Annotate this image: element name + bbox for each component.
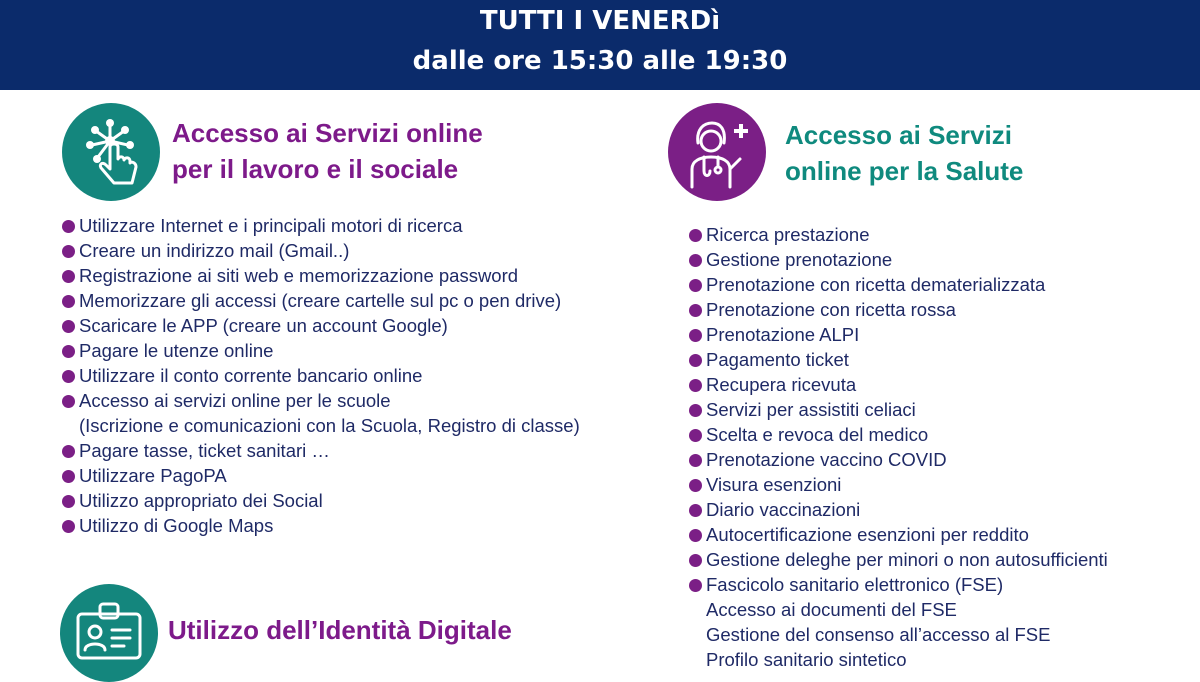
bullet-dot-icon [689, 354, 702, 367]
list-item [62, 238, 580, 263]
list-item-text: Pagare tasse, ticket sanitari … [79, 440, 330, 461]
bullet-dot-icon [689, 479, 702, 492]
list-item-text: Pagamento ticket [706, 349, 849, 370]
bullet-dot-icon [62, 395, 75, 408]
list-item [62, 288, 580, 313]
bullet-dot-icon [62, 370, 75, 383]
list-item [689, 597, 1108, 622]
list-item-text: Accesso ai documenti del FSE [706, 599, 957, 620]
list-item [689, 572, 1108, 597]
bullet-dot-icon [62, 245, 75, 258]
list-item [689, 272, 1108, 297]
list-item [689, 547, 1108, 572]
list-item [62, 513, 580, 538]
list-item-text: Utilizzare Internet e i principali motori di ricerca [79, 215, 463, 236]
doctor-icon [668, 103, 766, 201]
list-item [689, 322, 1108, 347]
list-item-text: Servizi per assistiti celiaci [706, 399, 916, 420]
list-item [689, 372, 1108, 397]
list-item-text: Pagare le utenze online [79, 340, 274, 361]
bullet-dot-icon [62, 445, 75, 458]
bullet-dot-icon [689, 329, 702, 342]
list-item [689, 222, 1108, 247]
section-title-work-social [172, 115, 483, 187]
bullet-dot-icon [689, 554, 702, 567]
header-day: TUTTI I VENERDì [479, 6, 721, 36]
section-title-line: online per la Salute [785, 156, 1024, 186]
list-item-text: Recupera ricevuta [706, 374, 857, 395]
list-item-text: Gestione prenotazione [706, 249, 893, 270]
bullet-dot-icon [689, 429, 702, 442]
list-item [62, 463, 580, 488]
list-item-text: Scelta e revoca del medico [706, 424, 929, 445]
list-item [62, 488, 580, 513]
section-title-health [785, 117, 1023, 189]
list-item [62, 388, 580, 413]
bullet-dot-icon [689, 229, 702, 242]
touch-network-icon [62, 103, 160, 201]
list-item-text: Accesso ai servizi online per le scuole [79, 390, 391, 411]
list-item-text: Scaricare le APP (creare un account Google) [79, 315, 448, 336]
list-item [689, 522, 1108, 547]
list-item-text: Prenotazione con ricetta dematerializzata [706, 274, 1046, 295]
bullet-dot-icon [62, 270, 75, 283]
list-item-text: Prenotazione ALPI [706, 324, 860, 345]
bullet-dot-icon [689, 579, 702, 592]
work-social-services-list [62, 213, 580, 538]
list-item [689, 297, 1108, 322]
list-item [689, 397, 1108, 422]
list-item-text: Utilizzare il conto corrente bancario online [79, 365, 423, 386]
list-item-text: Utilizzo appropriato dei Social [79, 490, 323, 511]
list-item-text: Profilo sanitario sintetico [706, 649, 907, 670]
bullet-dot-icon [689, 404, 702, 417]
health-services-list [689, 222, 1108, 672]
list-item-text: Prenotazione vaccino COVID [706, 449, 947, 470]
list-item [62, 338, 580, 363]
list-item-text: Ricerca prestazione [706, 224, 870, 245]
list-item-text: Gestione deleghe per minori o non autosufficienti [706, 549, 1108, 570]
list-item-text: Memorizzare gli accessi (creare cartelle sul pc o pen drive) [79, 290, 562, 311]
bullet-dot-icon [689, 304, 702, 317]
list-item-text: Visura esenzioni [706, 474, 842, 495]
bullet-dot-icon [689, 504, 702, 517]
list-item [62, 438, 580, 463]
list-item-text: Utilizzo di Google Maps [79, 515, 274, 536]
section-title-line: per il lavoro e il sociale [172, 154, 459, 184]
bullet-dot-icon [62, 520, 75, 533]
list-item [689, 422, 1108, 447]
bullet-dot-icon [62, 495, 75, 508]
list-item-text: Creare un indirizzo mail (Gmail..) [79, 240, 350, 261]
list-item [62, 213, 580, 238]
list-item [689, 247, 1108, 272]
section-title-line: Accesso ai Servizi online [172, 118, 483, 148]
list-item [689, 497, 1108, 522]
section-title-line: Accesso ai Servizi [785, 120, 1012, 150]
bullet-dot-icon [689, 279, 702, 292]
list-item-text: Autocertificazione esenzioni per reddito [706, 524, 1029, 545]
list-item-text: Utilizzare PagoPA [79, 465, 227, 486]
list-item-text: Diario vaccinazioni [706, 499, 861, 520]
list-item-text: Registrazione ai siti web e memorizzazione password [79, 265, 519, 286]
list-item [62, 263, 580, 288]
bullet-dot-icon [689, 529, 702, 542]
bullet-dot-icon [689, 379, 702, 392]
header-banner [0, 0, 1200, 90]
list-item [689, 472, 1108, 497]
list-item-text: (Iscrizione e comunicazioni con la Scuola, Registro di classe) [79, 415, 580, 436]
list-item [689, 347, 1108, 372]
section-title-digital-identity: Utilizzo dell’Identità Digitale [168, 615, 512, 645]
list-item [689, 447, 1108, 472]
list-item [62, 363, 580, 388]
list-item-text: Fascicolo sanitario elettronico (FSE) [706, 574, 1004, 595]
list-item [689, 647, 1108, 672]
header-hours: dalle ore 15:30 alle 19:30 [412, 46, 788, 76]
id-card-icon [60, 584, 158, 682]
bullet-dot-icon [62, 295, 75, 308]
list-item [62, 313, 580, 338]
bullet-dot-icon [62, 470, 75, 483]
list-item-text: Prenotazione con ricetta rossa [706, 299, 956, 320]
list-item [689, 622, 1108, 647]
bullet-dot-icon [62, 345, 75, 358]
bullet-dot-icon [689, 254, 702, 267]
bullet-dot-icon [62, 220, 75, 233]
list-item-text: Gestione del consenso all’accesso al FSE [706, 624, 1051, 645]
bullet-dot-icon [689, 454, 702, 467]
list-item [62, 413, 580, 438]
bullet-dot-icon [62, 320, 75, 333]
